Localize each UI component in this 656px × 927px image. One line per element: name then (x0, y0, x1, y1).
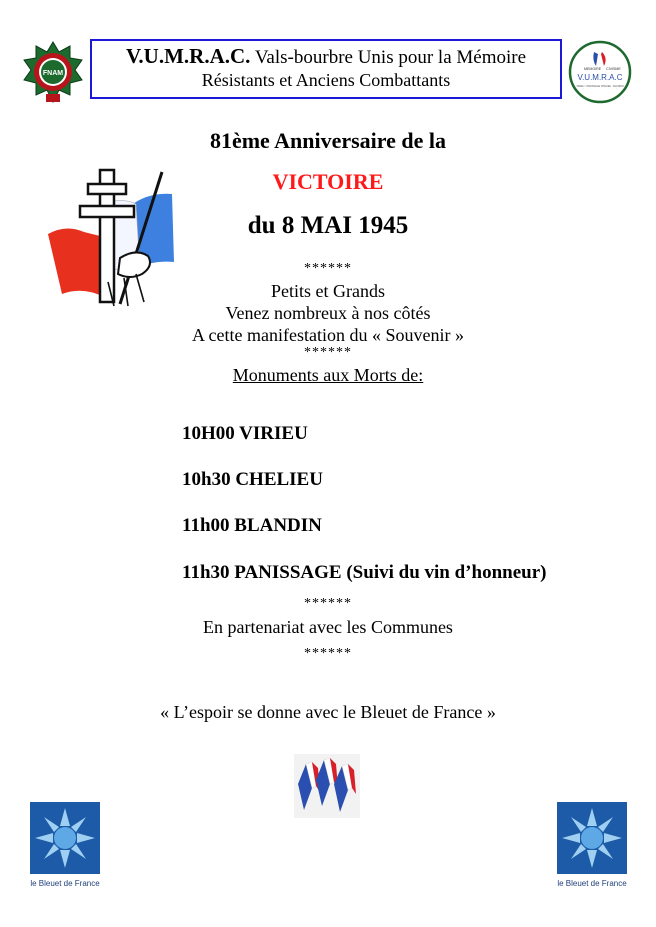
french-flags-image (294, 754, 360, 818)
intro-block (0, 258, 656, 386)
vumrac-logo-left: MEMOIRE (584, 67, 602, 71)
vumrac-logo-right: CIVISME (606, 67, 621, 71)
stars-divider-4: ****** (304, 646, 352, 661)
event-panissage: 11h30 PANISSAGE (Suivi du vin d’honneur) (182, 562, 547, 583)
header-line2: Résistants et Anciens Combattants (201, 70, 451, 90)
intro-line3: A cette manifestation du « Souvenir » (192, 325, 464, 345)
event-chelieu: 10h30 CHELIEU (182, 469, 323, 490)
partner-block (0, 592, 656, 670)
bleuet-quote: « L’espoir se donne avec le Bleuet de France » (160, 702, 496, 722)
intro-line1: Petits et Grands (271, 281, 385, 301)
fnam-logo-text: FNAM (42, 70, 64, 77)
fnam-logo (22, 40, 84, 106)
header-acronym: V.U.M.R.A.C. (125, 44, 251, 68)
bleuet-flower-icon (30, 802, 100, 874)
title-date: du 8 MAI 1945 (247, 212, 409, 239)
stars-divider-1: ****** (304, 261, 352, 276)
intro-line2: Venez nombreux à nos côtés (225, 303, 431, 323)
event-virieu: 10H00 VIRIEU (182, 423, 308, 444)
partner-text: En partenariat avec les Communes (203, 617, 453, 637)
title-victoire: VICTOIRE (272, 169, 384, 194)
vumrac-logo-name: V.U.M.R.A.C (577, 73, 623, 82)
stars-divider-2: ****** (304, 345, 352, 360)
monuments-heading: Monuments aux Morts de: (232, 365, 424, 385)
bleuet-flower-icon (557, 802, 627, 874)
header-box (90, 39, 562, 99)
bleuet-label-right: le Bleuet de France (557, 879, 627, 888)
bleuet-logo-right (557, 802, 627, 888)
event-blandin: 11h00 BLANDIN (182, 515, 322, 536)
bleuet-label-left: le Bleuet de France (30, 879, 100, 888)
title-line1: 81ème Anniversaire de la (209, 128, 447, 153)
stars-divider-3: ****** (304, 596, 352, 611)
header-line1 (92, 45, 560, 69)
header-line1-rest: Vals-bourbre Unis pour la Mémoire (250, 47, 527, 68)
vumrac-logo-sub: VIRIEU - PANISSAGE CHELIEU - BLANDIN (576, 85, 624, 88)
vumrac-logo (568, 40, 632, 104)
bleuet-logo-left (30, 802, 100, 888)
